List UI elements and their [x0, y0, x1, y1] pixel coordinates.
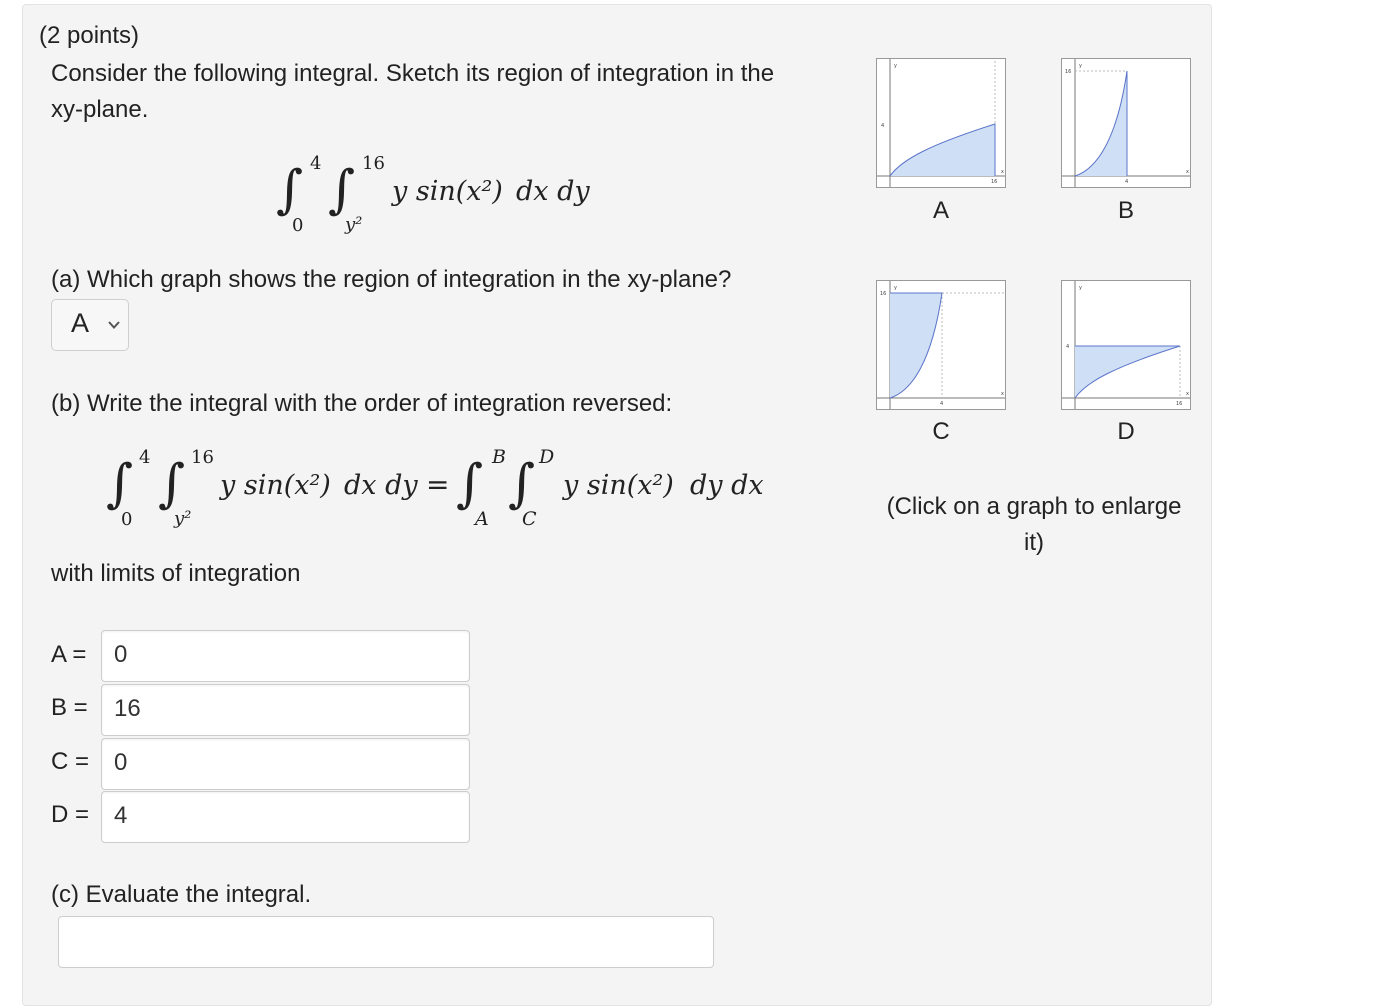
part-c-question: (c) Evaluate the integral.: [51, 881, 312, 908]
graph-a-caption: A: [932, 197, 949, 224]
integral-sign-inner: ∫: [328, 160, 356, 220]
rhs-differentials: dy dx: [690, 470, 764, 501]
outer-lower-limit: 0: [292, 215, 304, 236]
equals-sign: =: [426, 468, 450, 501]
rhs-outer-upper: B: [492, 446, 506, 468]
reversed-integral-display: [100, 444, 780, 534]
graph-b-plot: [1062, 59, 1190, 187]
graph-a-xaxis-letter: x: [1001, 169, 1004, 175]
intro-line-1: Consider the following integral. Sketch its region of integration in the: [51, 60, 775, 87]
limit-c-label: C =: [51, 748, 90, 775]
part-b-question: (b) Write the integral with the order of integration reversed:: [51, 390, 673, 417]
lhs-outer-lower: 0: [121, 509, 133, 530]
outer-upper-limit: 4: [310, 153, 322, 174]
with-limits-label: with limits of integration: [51, 560, 301, 587]
graph-d-plot: [1062, 281, 1190, 409]
rhs-integral-sign-inner: ∫: [508, 454, 536, 514]
graph-d-thumbnail[interactable]: [1061, 280, 1191, 410]
inner-lower-limit: y²: [345, 214, 363, 235]
graph-c-caption: C: [932, 418, 950, 445]
graph-select-value: A: [71, 308, 90, 338]
enlarge-hint: [874, 489, 1194, 561]
graph-b-region: [1075, 71, 1127, 176]
inner-upper-limit: 16: [362, 153, 385, 174]
enlarge-hint-line-1: (Click on a graph to enlarge: [886, 493, 1182, 520]
rhs-inner-upper: D: [539, 446, 555, 468]
graph-d-caption: D: [1117, 418, 1135, 445]
limit-a-input[interactable]: [101, 630, 470, 682]
graph-a-yaxis-letter: y: [894, 63, 897, 69]
graph-b-xtick: 4: [1125, 179, 1129, 185]
limit-c-input[interactable]: [101, 738, 470, 790]
lhs-integral-sign-outer: ∫: [106, 454, 134, 514]
lhs-inner-lower: y²: [174, 508, 192, 529]
lhs-differentials: dx dy: [344, 470, 418, 501]
rhs-integrand: y sin(x²): [563, 470, 674, 501]
lhs-inner-upper: 16: [191, 447, 214, 468]
enlarge-hint-line-2: it): [1024, 529, 1044, 556]
graph-a-region: [890, 124, 995, 176]
limit-d-value: 4: [114, 802, 128, 829]
lhs-integral-sign-inner: ∫: [158, 454, 186, 514]
graph-a-thumbnail[interactable]: [876, 58, 1006, 188]
part-a-question: (a) Which graph shows the region of integration in the xy-plane?: [51, 266, 732, 293]
rhs-integral-sign-outer: ∫: [456, 454, 484, 514]
graph-c-xtick: 4: [940, 401, 944, 407]
lhs-integrand: y sin(x²): [220, 470, 331, 501]
rhs-outer-lower: A: [475, 508, 489, 530]
graph-d-yaxis-letter: y: [1079, 285, 1082, 291]
answer-input[interactable]: [58, 916, 714, 968]
limit-b-label: B =: [51, 694, 88, 721]
limit-a-label: A =: [51, 641, 87, 668]
graph-b-caption: B: [1117, 197, 1134, 224]
graph-a-plot: [877, 59, 1005, 187]
graph-b-yaxis-letter: y: [1079, 63, 1082, 69]
graph-d-xtick: 16: [1176, 401, 1183, 407]
limit-b-value: 16: [114, 695, 141, 722]
integrand: y sin(x²): [392, 176, 503, 207]
limit-d-label: D =: [51, 801, 90, 828]
rhs-inner-lower: C: [522, 508, 537, 530]
graph-c-plot: [877, 281, 1005, 409]
limit-c-value: 0: [114, 749, 128, 776]
lhs-outer-upper: 4: [139, 447, 151, 468]
graph-c-yaxis-letter: y: [894, 285, 897, 291]
points-label: (2 points): [39, 22, 140, 49]
intro-line-2: xy-plane.: [51, 96, 149, 123]
chevron-down-icon: [107, 318, 121, 332]
integral-sign-outer: ∫: [276, 160, 304, 220]
graph-c-region: [890, 293, 942, 398]
graph-a-ytick: 4: [881, 123, 885, 129]
graph-c-thumbnail[interactable]: [876, 280, 1006, 410]
graph-d-region: [1075, 346, 1180, 398]
limit-d-input[interactable]: [101, 791, 470, 843]
graph-select[interactable]: [51, 299, 129, 351]
graph-c-ytick: 16: [880, 291, 887, 297]
graph-c-xaxis-letter: x: [1001, 391, 1004, 397]
graph-d-ytick: 4: [1066, 344, 1070, 350]
graph-a-xtick: 16: [991, 179, 998, 185]
graph-b-ytick: 16: [1065, 69, 1072, 75]
differentials: dx dy: [516, 176, 590, 207]
limit-a-value: 0: [114, 641, 128, 668]
limit-b-input[interactable]: [101, 684, 470, 736]
graph-d-xaxis-letter: x: [1186, 391, 1189, 397]
graph-b-xaxis-letter: x: [1186, 169, 1189, 175]
integral-display: [270, 150, 610, 240]
graph-b-thumbnail[interactable]: [1061, 58, 1191, 188]
